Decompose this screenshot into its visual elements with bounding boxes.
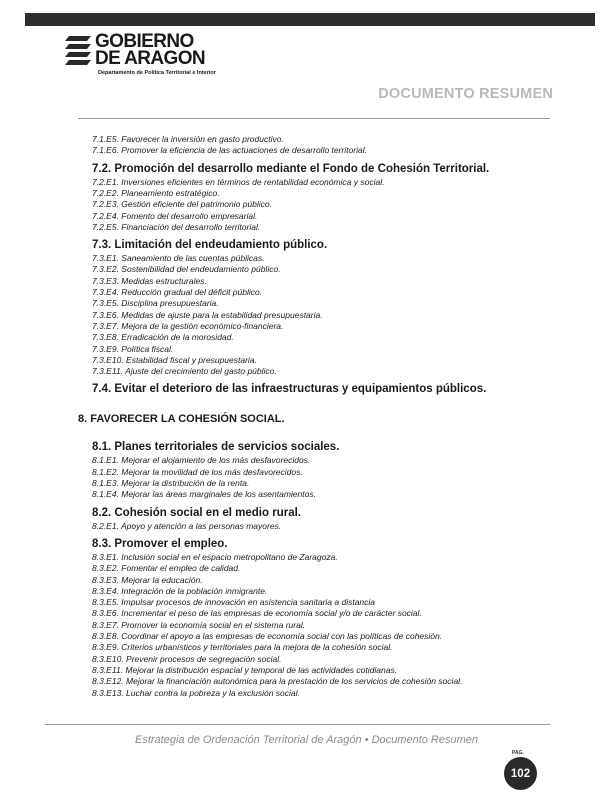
list-item: 7.2.E3. Gestión eficiente del patrimonio público.: [92, 199, 273, 210]
list-item: 8.3.E13. Luchar contra la pobreza y la exclusión social.: [92, 687, 300, 698]
list-item: 7.3.E10. Estabilidad fiscal y presupuestaria.: [92, 354, 257, 365]
list-item: 8.3.E2. Fomentar el empleo de calidad.: [92, 563, 241, 574]
list-item: 7.1.E6. Promover la eficiencia de las actuaciones de desarrollo territorial.: [92, 145, 367, 156]
top-bar: [25, 13, 595, 26]
header-divider: [78, 118, 550, 119]
page-number-badge: 102: [504, 757, 537, 790]
list-item: 7.3.E6. Medidas de ajuste para la estabilidad presupuestaria.: [92, 309, 323, 320]
section-heading: 8.1. Planes territoriales de servicios sociales.: [92, 441, 340, 454]
list-item: 8.1.E3. Mejorar la distribución de la renta.: [92, 478, 250, 488]
logo-title-line2: DE ARAGON: [95, 48, 206, 69]
section-heading: 7.4. Evitar el deterioro de las infraestructuras y equipamientos públicos.: [92, 383, 487, 396]
document-title: DOCUMENTO RESUMEN: [378, 86, 553, 102]
section-heading: 7.3. Limitación del endeudamiento público.: [92, 239, 328, 252]
list-item: 8.1.E1. Mejorar el alojamiento de los más desfavorecidos.: [92, 455, 311, 466]
logo-title-line1: GOBIERNO: [95, 31, 194, 52]
list-item: 8.1.E4. Mejorar las áreas marginales de los asentamientos.: [92, 489, 316, 500]
list-item: 8.3.E9. Criterios urbanísticos y territoriales para la mejora de la cohesión social.: [92, 642, 393, 653]
list-item: 8.1.E2. Mejorar la movilidad de los más desfavorecidos.: [92, 466, 303, 477]
logo-department: Departamento de Política Territorial e Interior: [98, 70, 216, 76]
list-item: 8.3.E3. Mejorar la educación.: [92, 574, 203, 585]
list-item: 7.3.E5. Disciplina presupuestaria.: [92, 298, 219, 309]
list-item: 8.3.E6. Incrementar el peso de las empresas de economía social y/o de carácter social.: [92, 608, 422, 619]
list-item: 8.3.E10. Prevenir procesos de segregación social.: [92, 653, 282, 664]
list-item: 7.3.E4. Reducción gradual del déficit público.: [92, 287, 263, 297]
footer-text: Estrategia de Ordenación Territorial de Aragón • Documento Resumen: [135, 734, 478, 746]
footer-divider: [45, 724, 550, 725]
list-item: 7.3.E3. Medidas estructurales.: [92, 275, 207, 286]
chapter-heading: 8. FAVORECER LA COHESIÓN SOCIAL.: [78, 413, 285, 426]
list-item: 7.2.E5. Financiación del desarrollo territorial.: [92, 221, 261, 232]
list-item: 7.3.E1. Saneamiento de las cuentas públicas.: [92, 253, 265, 264]
list-item: 8.3.E8. Coordinar el apoyo a las empresas de economía social con las políticas de cohesión.: [92, 631, 443, 641]
list-item: 8.3.E11. Mejorar la distribución espacial y temporal de las actividades cotidianas.: [92, 664, 398, 675]
list-item: 7.2.E4. Fomento del desarrollo empresarial.: [92, 210, 258, 221]
list-item: 8.2.E1. Apoyo y atención a las personas mayores.: [92, 520, 282, 531]
list-item: 8.3.E7. Promover la economía social en el sistema rural.: [92, 619, 306, 630]
section-heading: 8.2. Cohesión social en el medio rural.: [92, 506, 301, 519]
section-heading: 7.2. Promoción del desarrollo mediante el Fondo de Cohesión Territorial.: [92, 162, 490, 175]
list-item: 7.3.E2. Sostenibilidad del endeudamiento público.: [92, 264, 281, 275]
list-item: 8.3.E1. Inclusión social en el espacio metropolitano de Zaragoza.: [92, 551, 338, 562]
gobierno-aragon-logo: [63, 32, 243, 94]
page-label: PAG.: [512, 750, 524, 756]
logo-emblem-icon: [63, 34, 93, 66]
list-item: 7.2.E2. Planeamiento estratégico.: [92, 187, 220, 198]
list-item: 7.2.E1. Inversiones eficientes en términos de rentabilidad económica y social.: [92, 176, 385, 187]
list-item: 8.3.E12. Mejorar la financiación autonómica para la prestación de los servicios de cohesión social.: [92, 676, 463, 687]
list-item: 7.1.E5. Favorecer la inversión en gasto productivo.: [92, 134, 284, 144]
list-item: 7.3.E9. Política fiscal.: [92, 343, 174, 354]
list-item: 8.3.E5. Impulsar procesos de innovación en asistencia sanitaria a distancia: [92, 597, 376, 608]
list-item: 7.3.E7. Mejora de la gestión económico-financiera.: [92, 320, 284, 331]
list-item: 7.3.E11. Ajuste del crecimiento del gasto público.: [92, 366, 277, 377]
list-item: 7.3.E8. Erradicación de la morosidad.: [92, 332, 234, 343]
list-item: 8.3.E4. Integración de la población inmigrante.: [92, 585, 268, 596]
section-heading: 8.3. Promover el empleo.: [92, 537, 228, 550]
